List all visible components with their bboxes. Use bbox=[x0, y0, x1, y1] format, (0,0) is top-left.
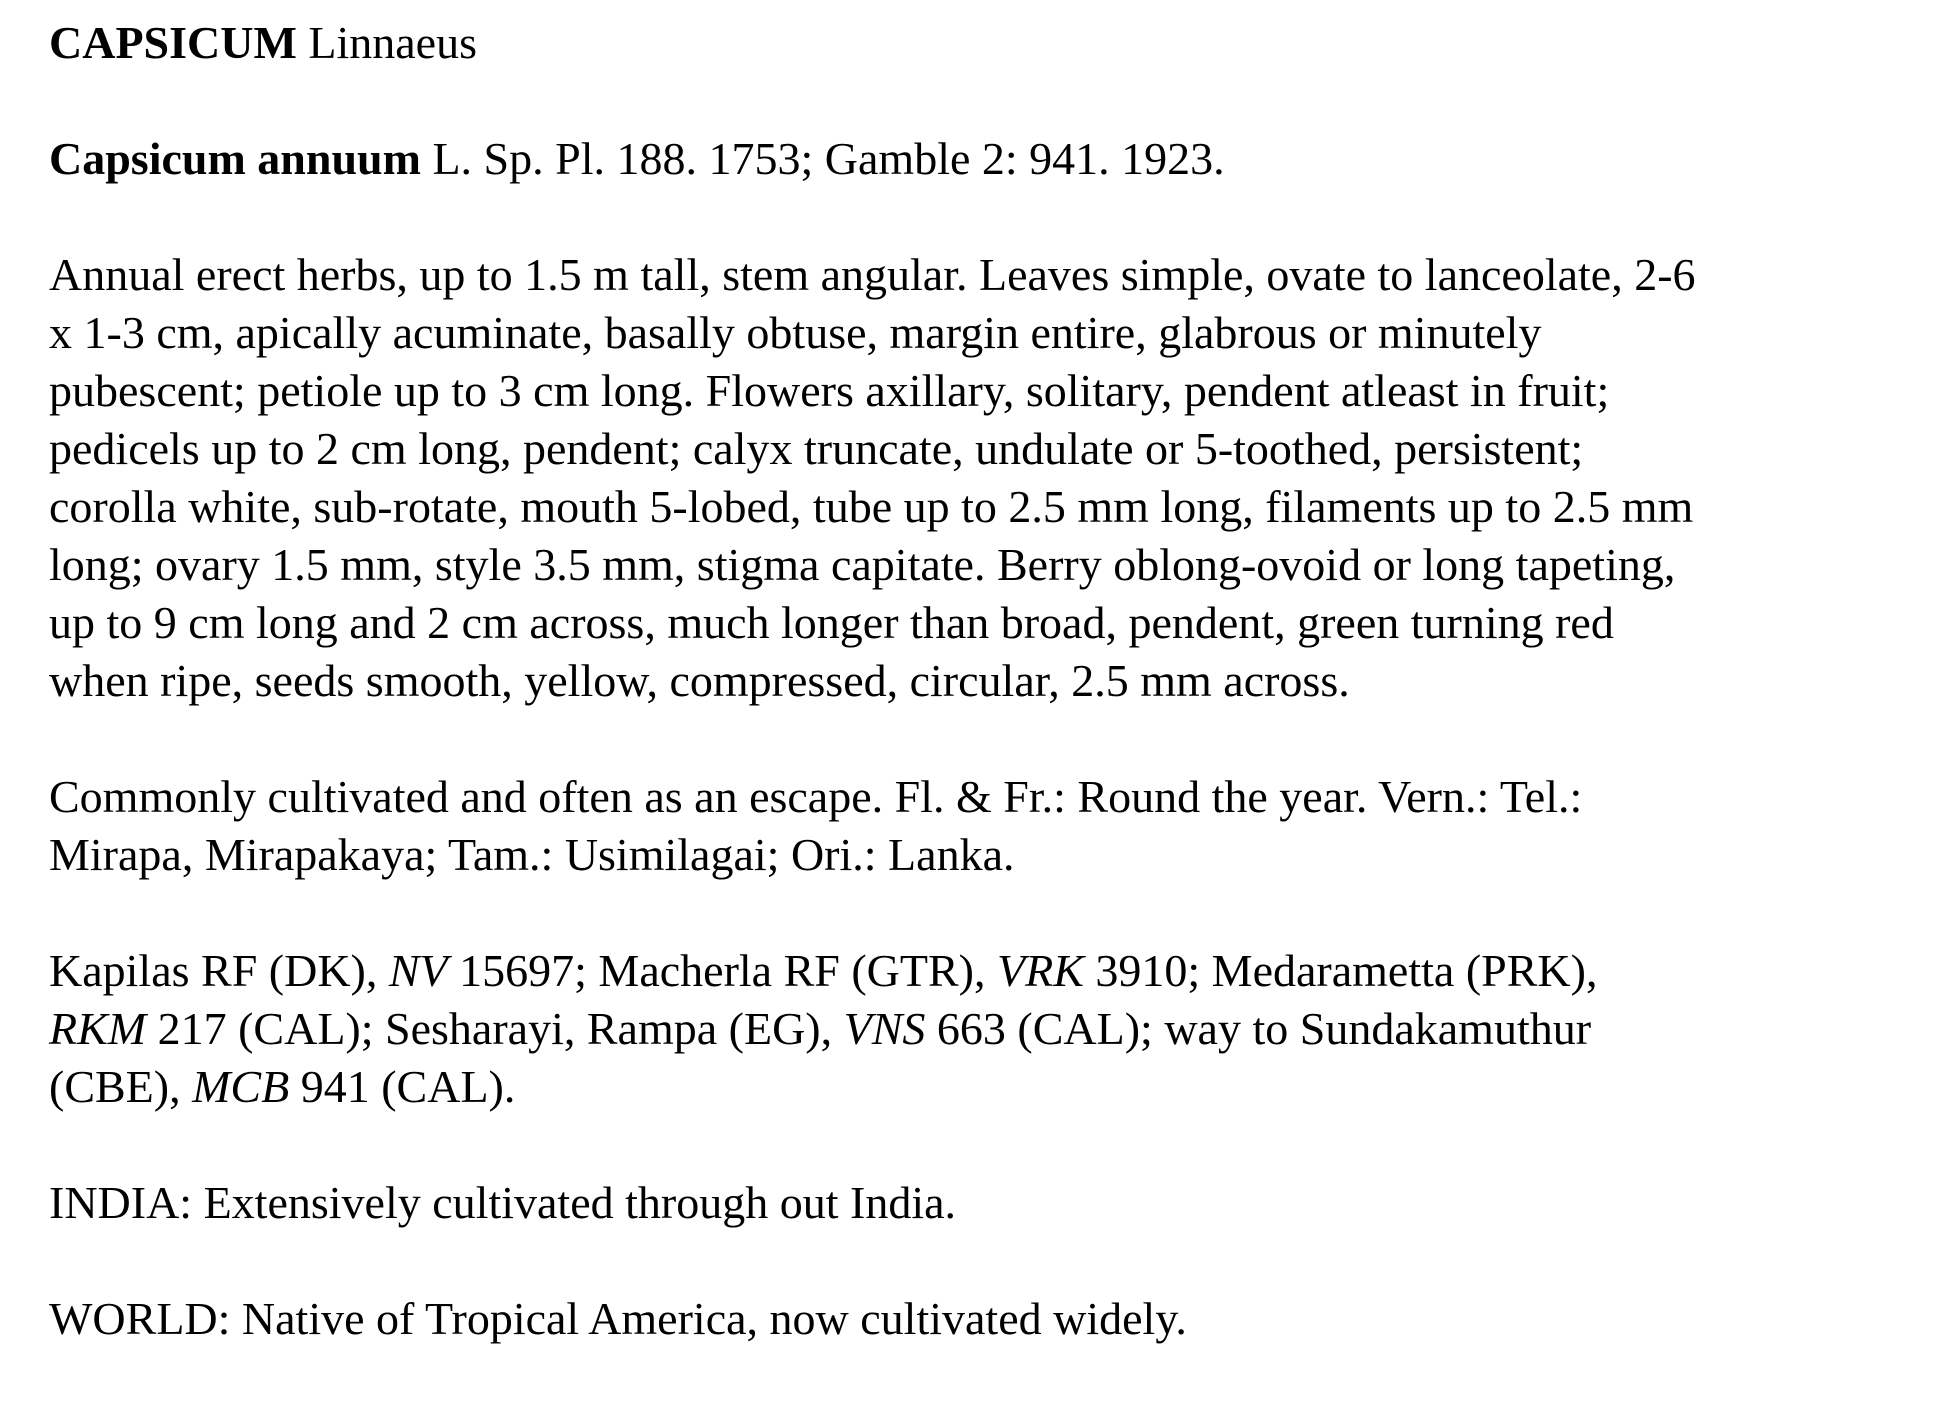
description-line: pedicels up to 2 cm long, pendent; calyx truncate, undulate or 5-toothed, persistent; bbox=[49, 423, 1584, 474]
specimen-text: (CBE), bbox=[49, 1061, 193, 1112]
description-line: long; ovary 1.5 mm, style 3.5 mm, stigma capitate. Berry oblong-ovoid or long tapeting, bbox=[49, 539, 1676, 590]
description-line: Annual erect herbs, up to 1.5 m tall, stem angular. Leaves simple, ovate to lanceolate, 2-6 bbox=[49, 249, 1696, 300]
description-line: up to 9 cm long and 2 cm across, much longer than broad, pendent, green turning red bbox=[49, 597, 1614, 648]
specimen-text: Kapilas RF (DK), bbox=[49, 945, 389, 996]
species-heading bbox=[49, 130, 1929, 188]
description-line: pubescent; petiole up to 3 cm long. Flowers axillary, solitary, pendent atleast in fruit; bbox=[49, 365, 1610, 416]
distribution-world: WORLD: Native of Tropical America, now cultivated widely. bbox=[49, 1293, 1187, 1344]
collector-code: RKM bbox=[49, 1003, 147, 1054]
collector-code: VRK bbox=[997, 945, 1084, 996]
collector-code: NV bbox=[388, 945, 448, 996]
document-page bbox=[49, 14, 1929, 1406]
description-line: when ripe, seeds smooth, yellow, compressed, circular, 2.5 mm across. bbox=[49, 655, 1350, 706]
specimen-text: 663 (CAL); way to Sundakamuthur bbox=[925, 1003, 1592, 1054]
specimen-text: 217 (CAL); Sesharayi, Rampa (EG), bbox=[146, 1003, 844, 1054]
collector-code: MCB bbox=[192, 1061, 290, 1112]
specimens-examined bbox=[49, 942, 1929, 1116]
species-name: Capsicum annuum bbox=[49, 133, 421, 184]
specimen-text: 941 (CAL). bbox=[289, 1061, 516, 1112]
collector-code: VNS bbox=[843, 1003, 926, 1054]
species-description bbox=[49, 246, 1929, 710]
genus-name: CAPSICUM bbox=[49, 17, 297, 68]
specimen-text: 15697; Macherla RF (GTR), bbox=[447, 945, 997, 996]
specimen-text: 3910; Medarametta (PRK), bbox=[1083, 945, 1598, 996]
description-line: x 1-3 cm, apically acuminate, basally obtuse, margin entire, glabrous or minutely bbox=[49, 307, 1542, 358]
distribution-india: INDIA: Extensively cultivated through out India. bbox=[49, 1177, 957, 1228]
species-citation: L. Sp. Pl. 188. 1753; Gamble 2: 941. 1923. bbox=[420, 133, 1225, 184]
description-line: corolla white, sub-rotate, mouth 5-lobed, tube up to 2.5 mm long, filaments up to 2.5 mm bbox=[49, 481, 1694, 532]
phenology-line: Commonly cultivated and often as an escape. Fl. & Fr.: Round the year. Vern.: Tel.: bbox=[49, 771, 1583, 822]
phenology-note bbox=[49, 768, 1929, 884]
genus-heading bbox=[49, 14, 1929, 72]
phenology-line: Mirapa, Mirapakaya; Tam.: Usimilagai; Ori.: Lanka. bbox=[49, 829, 1015, 880]
genus-author: Linnaeus bbox=[296, 17, 478, 68]
